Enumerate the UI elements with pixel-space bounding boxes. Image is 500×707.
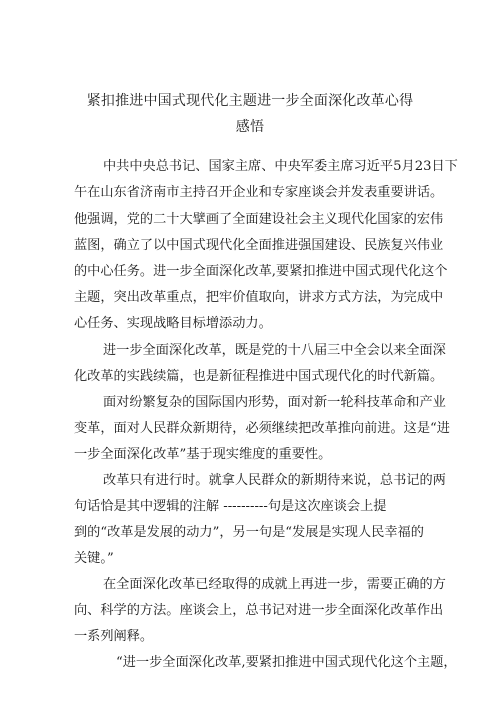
body-line: 面对纷繁复杂的国际国内形势，面对新一轮科技革命和产业 [103,395,446,410]
body-line: 一系列阐释。 [74,629,154,644]
body-line: 化改革的实践续篇，也是新征程推进中国式现代化的时代新篇。 [74,369,444,384]
body-line: 变革，面对人民群众新期待，必须继续把改革推向前进。这是“进 [74,421,450,436]
body-line: 主题，突出改革重点，把牢价值取向，讲求方式方法，为完成中 [74,290,444,305]
body-line: 心任务、实现战略目标增添动力。 [74,316,272,331]
body-line: 的中心任务。进一步全面深化改革,要紧扣推进中国式现代化这个 [74,264,448,279]
body-line: 一步全面深化改革”基于现实维度的重要性。 [74,447,332,462]
body-line: 他强调，党的二十大擘画了全面建设社会主义现代化国家的宏伟 [74,212,444,227]
body-line: 蓝图，确立了以中国式现代化全面推进强国建设、民族复兴伟业 [74,238,444,253]
document-title-continued: 感悟 [235,119,265,135]
document-title: 紧扣推进中国式现代化主题进一步全面深化改革心得 [86,93,414,109]
body-line: “进一步全面深化改革,要紧扣推进中国式现代化这个主题， [116,655,457,670]
body-line: 到的“改革是发展的动力”，另一句是“发展是实现人民幸福的 [74,525,424,540]
body-line: 进一步全面深化改革，既是党的十八届三中全会以来全面深 [103,343,446,358]
body-line: 午在山东省济南市主持召开企业和专家座谈会并发表重要讲话。 [74,185,444,200]
body-line: 在全面深化改革已经取得的成就上再进一步，需要正确的方 [103,577,446,592]
body-line: 关键。” [74,551,114,566]
body-line: 改革只有进行时。就拿人民群众的新期待来说，总书记的两 [103,473,446,488]
body-line: 向、科学的方法。座谈会上，总书记对进一步全面深化改革作出 [74,603,444,618]
body-line: 中共中央总书记、国家主席、中央军委主席习近平5月23日下 [103,159,458,174]
body-line: 句话恰是其中逻辑的注解 ----------句是这次座谈会上提 [74,499,387,514]
